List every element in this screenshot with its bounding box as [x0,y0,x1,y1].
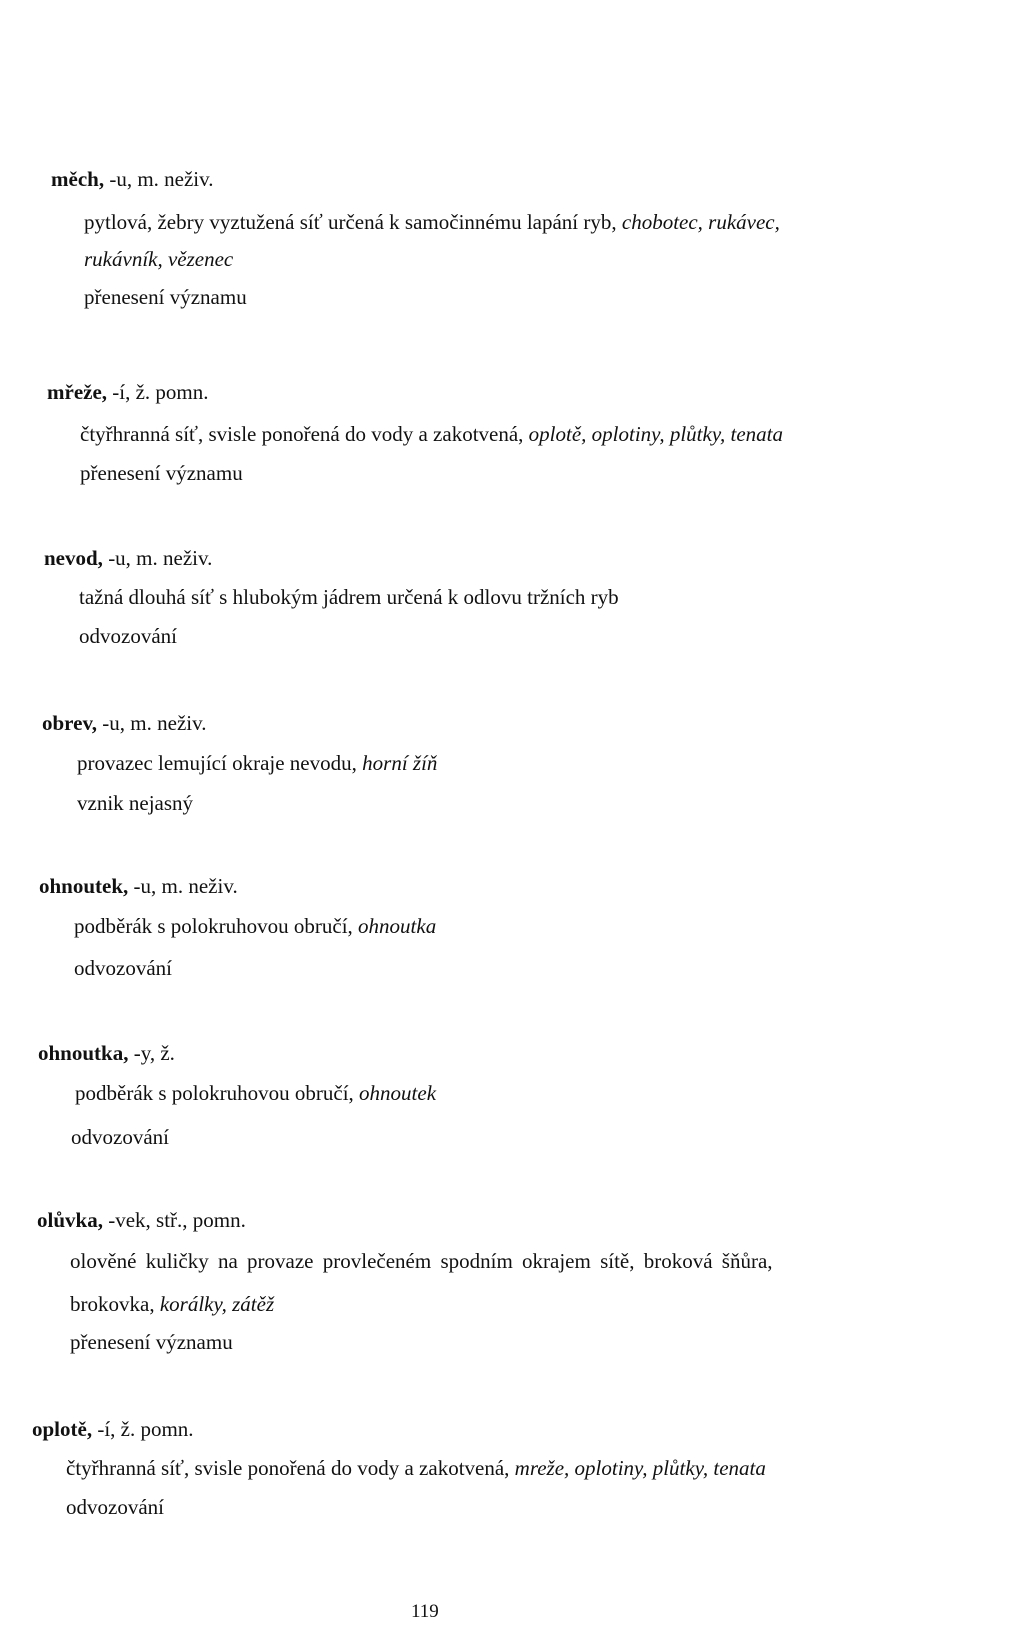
headword: mřeže, [47,380,108,404]
definition-text: čtyřhranná síť, svisle ponořená do vody a zakotvená, [80,422,529,446]
entry-headword-line [32,1416,194,1442]
definition-text: pytlová, žebry vyztužená síť určená k samočinnému lapání ryb, [84,210,622,234]
grammar-info: -vek, stř., pomn. [102,1208,246,1232]
definition [77,750,437,776]
grammar-info: -í, ž. pomn. [107,380,209,404]
word-origin: odvozování [74,956,172,980]
definition-text: podběrák s polokruhovou obručí, [75,1081,360,1105]
definition-continued [70,1291,274,1317]
word-origin: vznik nejasný [77,791,194,815]
headword: obrev, [42,711,98,735]
word-origin: přenesení významu [80,461,243,485]
definition-text: podběrák s polokruhovou obručí, [74,914,359,938]
grammar-info: -u, m. neživ. [102,546,213,570]
entry-headword-line [38,1040,175,1066]
word-origin: odvozování [79,624,177,648]
definition [74,913,436,939]
word-origin: odvozování [66,1495,164,1519]
grammar-info: -í, ž. pomn. [92,1417,194,1441]
entry-headword-line [42,710,207,736]
definition-text: čtyřhranná síť, svisle ponořená do vody a zakotvená, [66,1456,515,1480]
definition [84,209,780,235]
definition: tažná dlouhá síť s hlubokým jádrem určená k odlovu tržních ryb [79,585,619,609]
headword: ohnoutka, [38,1041,129,1065]
grammar-info: -u, m. neživ. [128,874,238,898]
synonyms-continued: rukávník, vězenec [84,247,234,271]
headword: ohnoutek, [39,874,129,898]
headword: nevod, [44,546,103,570]
entry-headword-line [47,379,209,405]
headword: olůvka, [37,1208,103,1232]
grammar-info: -u, m. neživ. [97,711,207,735]
synonyms: chobotec, rukávec, [621,210,780,234]
grammar-info: -u, m. neživ. [104,167,214,191]
synonyms: ohnoutka [358,914,437,938]
grammar-info: -y, ž. [128,1041,175,1065]
entry-headword-line [37,1207,246,1233]
definition [80,421,783,447]
definition-text: brokovka, [70,1292,160,1316]
page-number: 119 [411,1601,439,1622]
definition-text: provazec lemující okraje nevodu, [77,751,363,775]
definition [75,1080,436,1106]
synonyms: mreže, oplotiny, plůtky, tenata [514,1456,766,1480]
word-origin: přenesení významu [70,1330,233,1354]
entry-headword-line [39,873,238,899]
headword: měch, [51,167,105,191]
synonyms: oplotě, oplotiny, plůtky, tenata [528,422,783,446]
synonyms: horní žíň [362,751,438,775]
definition [66,1455,766,1481]
word-origin: odvozování [71,1125,169,1149]
headword: oplotě, [32,1417,93,1441]
entry-headword-line [44,545,212,571]
entry-headword-line [51,166,214,192]
synonyms: korálky, zátěž [159,1292,275,1316]
definition: olověné kuličky na provaze provlečeném spodním okrajem sítě, broková šňůra, [70,1249,773,1273]
word-origin: přenesení významu [84,285,247,309]
synonyms: ohnoutek [359,1081,437,1105]
